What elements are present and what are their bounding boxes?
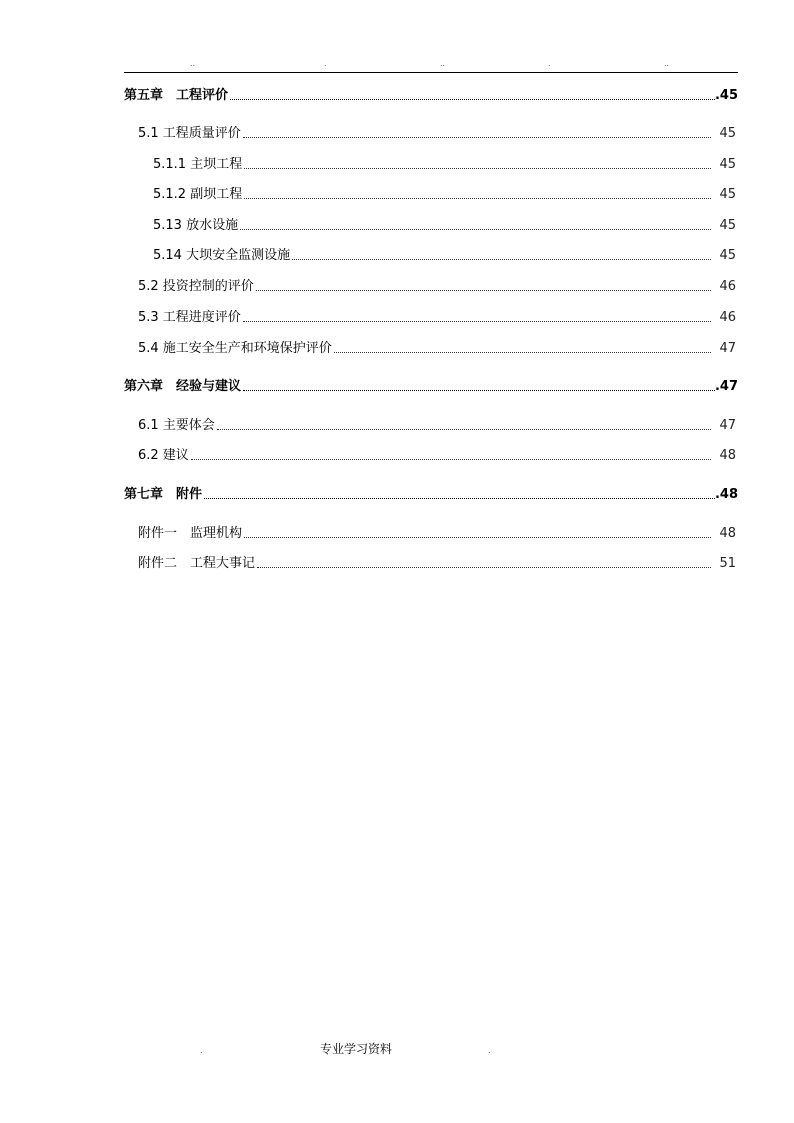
header-mark: . — [548, 59, 551, 68]
toc-leader — [240, 229, 711, 230]
toc-entry-5-1-2[interactable] — [153, 185, 736, 203]
toc-page-number: 45 — [719, 126, 736, 141]
toc-page-number: 45 — [719, 187, 736, 202]
toc-page-number: 47 — [719, 418, 736, 433]
toc-entry-appendix-2[interactable] — [138, 554, 736, 572]
toc-leader — [230, 99, 715, 100]
footer-mark: . — [200, 1046, 203, 1055]
toc-entry-5-1-4[interactable] — [153, 246, 736, 264]
toc-label: 5.4 施工安全生产和环境保护评价 — [138, 341, 332, 356]
toc-entry-5-2[interactable] — [138, 277, 736, 295]
toc-page-number: .45 — [714, 88, 738, 103]
toc-leader — [257, 567, 711, 568]
toc-label: 5.1 工程质量评价 — [138, 126, 241, 141]
toc-entry-5-4[interactable] — [138, 339, 736, 357]
toc-leader — [256, 290, 712, 291]
header-mark: .. — [190, 59, 196, 68]
toc-page-number: 51 — [719, 556, 736, 571]
header-mark: .. — [440, 59, 446, 68]
toc-page-number: 48 — [719, 526, 736, 541]
toc-entry-chapter6[interactable] — [124, 377, 738, 395]
toc-page-number: 46 — [719, 310, 736, 325]
toc-entry-6-1[interactable] — [138, 416, 736, 434]
footer-text: 专业学习资料 — [320, 1042, 393, 1056]
toc-label: 5.14 大坝安全监测设施 — [153, 248, 291, 263]
toc-entry-5-1-1[interactable] — [153, 155, 736, 173]
toc-label: 5.3 工程进度评价 — [138, 310, 241, 325]
header-mark: .. — [664, 59, 670, 68]
toc-entry-chapter7[interactable] — [124, 485, 738, 503]
toc-label: 5.13 放水设施 — [153, 218, 239, 233]
header-rule — [124, 72, 738, 73]
toc-label: 附件二 工程大事记 — [138, 556, 256, 571]
toc-leader — [243, 321, 712, 322]
toc-leader — [191, 459, 712, 460]
toc-page-number: 45 — [719, 218, 736, 233]
toc-page-number: 45 — [719, 248, 736, 263]
header-mark: . — [324, 59, 327, 68]
toc-page-number: 47 — [719, 341, 736, 356]
toc-page-number: .48 — [714, 487, 738, 502]
toc-leader — [204, 498, 715, 499]
toc-page-number: 48 — [719, 448, 736, 463]
toc-entry-5-3[interactable] — [138, 308, 736, 326]
toc-label: 5.1.2 副坝工程 — [153, 187, 243, 202]
toc-label: 第五章 工程评价 — [124, 88, 229, 103]
toc-label: 第七章 附件 — [124, 487, 203, 502]
toc-leader — [244, 198, 711, 199]
toc-leader — [244, 168, 711, 169]
toc-entry-appendix-1[interactable] — [138, 524, 736, 542]
toc-page-number: .47 — [714, 379, 738, 394]
toc-page-number: 45 — [719, 157, 736, 172]
toc-page-number: 46 — [719, 279, 736, 294]
toc-entry-5-1[interactable] — [138, 124, 736, 142]
toc-leader — [217, 429, 712, 430]
toc-leader — [334, 352, 712, 353]
toc-leader — [244, 537, 711, 538]
toc-label: 6.1 主要体会 — [138, 418, 215, 433]
toc-leader — [243, 137, 712, 138]
toc-leader — [292, 259, 711, 260]
footer-mark: . — [488, 1046, 491, 1055]
toc-label: 6.2 建议 — [138, 448, 189, 463]
page-footer — [0, 1040, 794, 1060]
toc-entry-6-2[interactable] — [138, 446, 736, 464]
toc-label: 5.2 投资控制的评价 — [138, 279, 254, 294]
toc-label: 5.1.1 主坝工程 — [153, 157, 243, 172]
toc-leader — [243, 390, 715, 391]
toc-entry-chapter5[interactable] — [124, 86, 738, 104]
page-header-marks — [124, 60, 738, 72]
toc-entry-5-1-3[interactable] — [153, 216, 736, 234]
toc-label: 附件一 监理机构 — [138, 526, 243, 541]
toc-label: 第六章 经验与建议 — [124, 379, 242, 394]
